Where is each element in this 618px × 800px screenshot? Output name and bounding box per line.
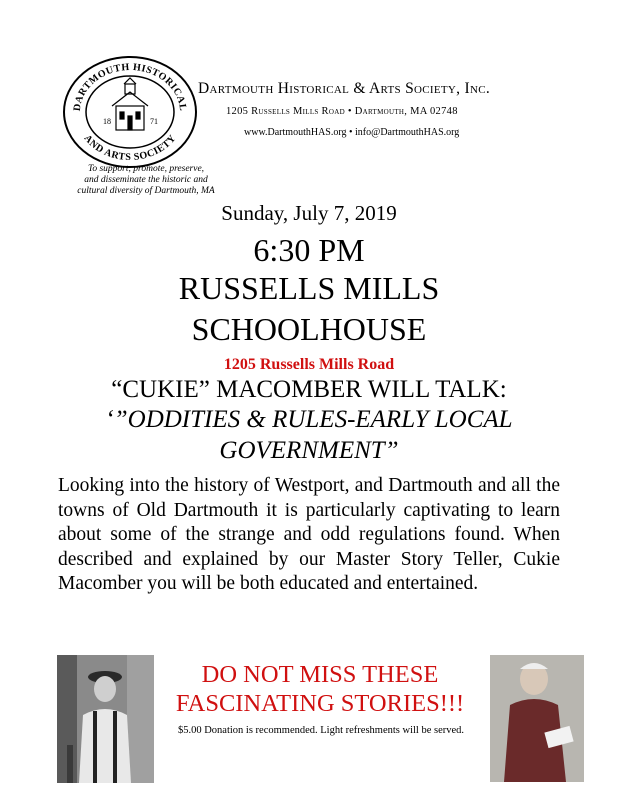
mission-line: and disseminate the historic and	[84, 175, 208, 185]
speaker-photo-left	[57, 655, 154, 783]
donation-note: $5.00 Donation is recommended. Light refreshments will be served.	[177, 725, 465, 736]
call-to-action-line2: FASCINATING STORIES!!!	[175, 690, 465, 717]
org-web-contact: www.DartmouthHAS.org • info@DartmouthHAS.org	[244, 127, 460, 138]
schoolhouse-icon	[112, 78, 148, 130]
venue-name-line2: SCHOOLHOUSE	[191, 311, 427, 347]
mission-line: To support, promote, preserve,	[87, 164, 205, 174]
org-name: Dartmouth Historical & Arts Society, Inc.	[198, 80, 491, 97]
talk-title-line1: ‘”ODDITIES & RULES-EARLY LOCAL	[105, 406, 513, 433]
venue-name-line1: RUSSELLS MILLS	[178, 270, 440, 306]
event-description: Looking into the history of Westport, and Dartmouth and all the towns of Old Dartmouth it is particularly captivating to learn about some of the strange and odd regulations found. When described and explained by our Master Story Teller, Cukie Macomber you will be both educated and entertained.	[58, 475, 560, 595]
speaker-photo-right	[490, 655, 584, 782]
talk-title-line2: GOVERNMENT”	[219, 437, 399, 464]
event-date: Sunday, July 7, 2019	[221, 201, 397, 225]
speaker-line: “CUKIE” MACOMBER WILL TALK:	[111, 376, 507, 403]
logo-ring-top: DARTMOUTH HISTORICAL	[71, 61, 189, 112]
mission-line: cultural diversity of Dartmouth, MA	[77, 186, 215, 196]
venue-address: 1205 Russells Mills Road	[223, 356, 395, 373]
mission-statement	[56, 164, 236, 197]
logo-ring-bottom: AND ARTS SOCIETY	[81, 132, 179, 164]
event-time: 6:30 PM	[253, 232, 365, 268]
society-logo	[62, 54, 198, 170]
logo-year-left: 18	[103, 117, 111, 126]
org-address: 1205 Russells Mills Road • Dartmouth, MA 02748	[226, 106, 458, 117]
logo-year-right: 71	[150, 117, 158, 126]
call-to-action-line1: DO NOT MISS THESE	[201, 661, 439, 688]
